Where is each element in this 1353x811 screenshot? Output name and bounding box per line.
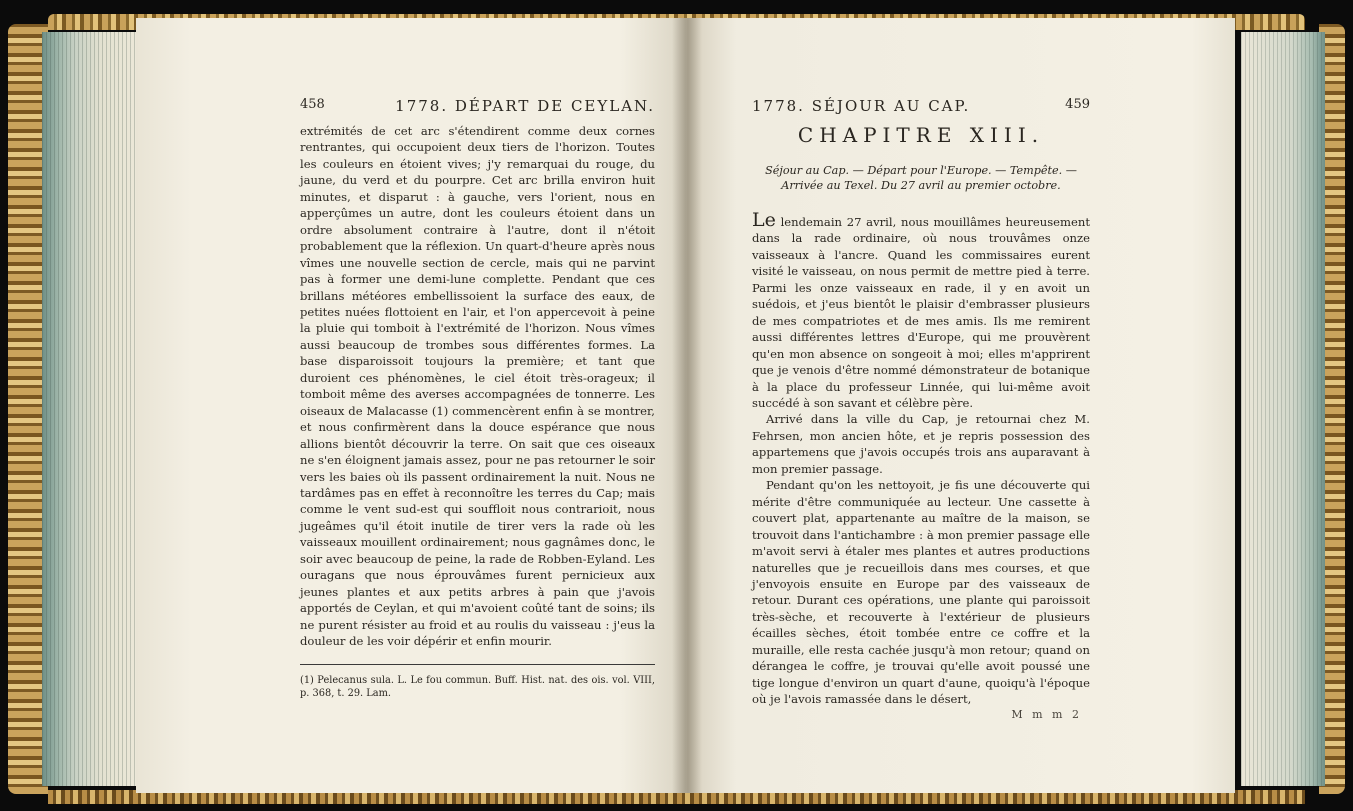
right-page-number: 459: [1065, 97, 1090, 112]
right-body-text: [752, 209, 1090, 708]
signature-mark: M m m 2: [1011, 707, 1082, 721]
right-page-content: [752, 97, 1090, 721]
left-footnote: (1) Pelecanus sula. L. Le fou commun. Buff. Hist. nat. des ois. vol. VIII, p. 368, t. 29. Lam.: [300, 674, 655, 699]
left-running-header: [300, 97, 655, 115]
drop-cap: Le: [752, 209, 776, 231]
right-paragraph: Arrivé dans la ville du Cap, je retournai chez M. Fehrsen, mon ancien hôte, et je repris possession des appartemens que j'avois occupés trois ans auparavant à mon premier passage.: [752, 412, 1090, 476]
chapter-title: CHAPITRE XIII.: [797, 123, 1045, 147]
right-running-head: 1778. SÉJOUR AU CAP.: [752, 97, 971, 115]
left-running-head: 1778. DÉPART DE CEYLAN.: [395, 97, 655, 115]
book-gutter: [672, 18, 702, 793]
right-paragraph-first: [752, 209, 1090, 411]
right-running-header: [752, 97, 1090, 115]
footnote-rule: [300, 664, 655, 665]
left-page-number: 458: [300, 97, 325, 112]
left-paragraph: extrémités de cet arc s'étendirent comme deux cornes rentrantes, qui occupoient deux tiers de l'horizon. Toutes les couleurs en étoient vives; j'y remarquai du rouge, du jaune, du verd et du pourpre. Cet arc brilla environ huit minutes, et disparut : à gauche, vers l'orient, nous en apperçûmes un autre, dont les couleurs étoient dans un ordre absolument contraire à l'autre, dont il n'étoit probablement que la réflexion. Un quart-d'heure après nous vîmes une nouvelle section de cercle, mais qui ne parvint pas à former une demi-lune complette. Pendant que ces brillans météores embellissoient la surface des eaux, de petites nuées flottoient en l'air, et l'on appercevoit à peine la pluie qui tomboit à l'extrémité de l'horizon. Nous vîmes aussi beaucoup de trombes sous différentes formes. La base disparoissoit toujours la première; et tant que duroient ces phénomènes, le ciel étoit très-orageux; il tomboit même des averses accompagnées de tonnerre. Les oiseaux de Malacasse (1) commencèrent enfin à se montrer, et nous confirmèrent dans la douce espérance que nous allions bientôt découvrir la terre. On sait que ces oiseaux ne s'en éloignent jamais assez, pour ne pas retourner le soir vers les baies où ils passent ordinairement la nuit. Nous ne tardâmes pas en effet à reconnoître les terres du Cap; mais comme le vent sud-est qui souffloit nous contrarioit, nous jugeâmes qu'il étoit inutile de tirer vers la rade où les vaisseaux mouillent ordinairement; nous gagnâmes donc, le soir avec beaucoup de peine, la rade de Robben-Eyland. Les ouragans que nous éprouvâmes furent pernicieux aux jeunes plantes et aux petits arbres à pain que j'avois apportés de Ceylan, et qui m'avoient coûté tant de soins; ils ne purent résister au froid et au roulis du vaisseau : j'eus la douleur de les voir dépérir et enfin mourir.: [300, 124, 656, 649]
chapter-summary: Séjour au Cap. — Départ pour l'Europe. — Tempête. — Arrivée au Texel. Du 27 avril au premier octobre.: [765, 164, 1077, 192]
left-body-text: [300, 123, 655, 650]
right-paragraph-first-text: lendemain 27 avril, nous mouillâmes heureusement dans la rade ordinaire, où nous trouvâmes onze vaisseaux à l'ancre. Quand les commissaires eurent visité le vaisseau, on nous permit de mettre pied à terre. Parmi les onze vaisseaux en rade, il y en avoit un suédois, et j'eus bientôt le plaisir d'embrasser plusieurs de mes compatriotes et de mes amis. Ils me remirent aussi différentes lettres d'Europe, qui me prouvèrent qu'en mon absence on songeoit à moi; elles m'apprirent que je venois d'être nommé démonstrateur de botanique à la place du professeur Linnée, qui lui-même avoit succédé à son savant et célèbre père.: [752, 215, 1090, 410]
page-stack-right: [1241, 32, 1325, 786]
left-page-content: [300, 97, 655, 700]
right-paragraph: Pendant qu'on les nettoyoit, je fis une découverte qui mérite d'être communiquée au lecteur. Une cassette à couvert plat, appartenante au maître de la maison, se trouvoit dans l'antichambre : à mon premier passage elle m'avoit servi à étaler mes plantes et autres productions naturelles que je recueillois dans mes courses, et que j'envoyois ensuite en Europe par des vaisseaux de retour. Durant ces opérations, une plante qui paroissoit très-sèche, et recouverte à l'extérieur de plusieurs écailles sèches, étoit tombée entre ce coffre et la muraille, elle resta cachée jusqu'à mon retour; quand on dérangea le coffre, je trouvai qu'elle avoit poussé une tige longue d'environ un quart d'aune, quoiqu'à l'époque où je l'avois ramassée dans le désert,: [752, 478, 1090, 707]
